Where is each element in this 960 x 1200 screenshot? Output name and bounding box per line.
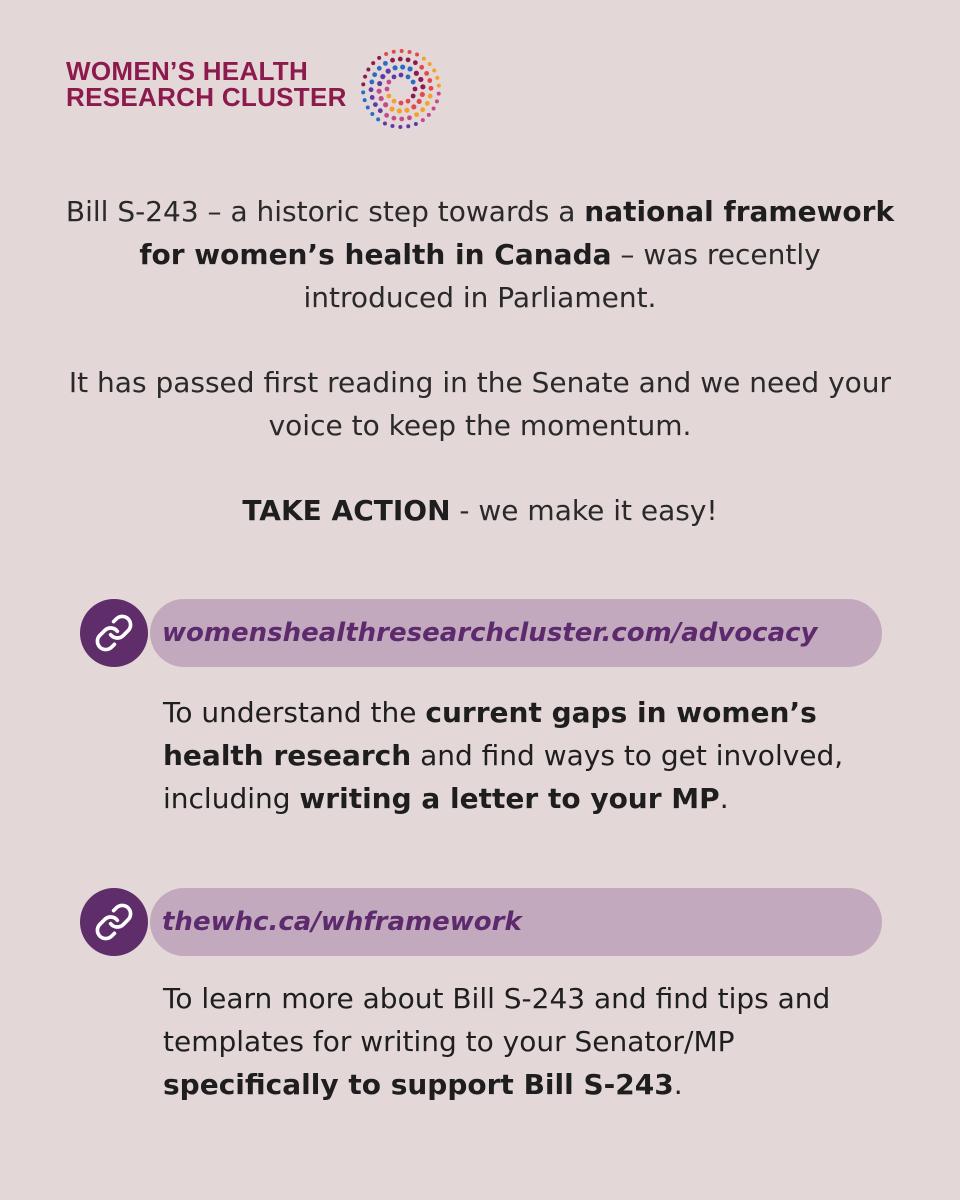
logo-dot: [379, 96, 384, 101]
logo-dot: [398, 57, 403, 62]
logo-dot: [397, 108, 402, 113]
logo-dot: [377, 81, 382, 86]
logo-dot: [366, 105, 370, 109]
framework-link-pill[interactable]: [150, 888, 882, 956]
intro-section: [60, 190, 900, 532]
logo-dot: [432, 69, 436, 73]
logo-dot: [376, 117, 380, 121]
logo-wordmark: [66, 58, 347, 110]
logo-dot: [407, 66, 412, 71]
logo-dot: [406, 57, 411, 62]
desc-text: To understand the: [163, 696, 426, 729]
logo-dot: [428, 62, 432, 66]
logo-dot: [437, 84, 441, 88]
intro-text: Bill S-243 – a historic step towards a: [65, 195, 585, 228]
logo-dot: [411, 94, 416, 99]
framework-link-url[interactable]: thewhc.ca/whframework: [162, 907, 522, 937]
logo-dot: [389, 106, 394, 111]
logo-dot: [420, 84, 425, 89]
logo-dot: [437, 92, 441, 96]
logo-dot: [413, 87, 418, 92]
logo-dot: [384, 113, 389, 118]
desc-emphasis: specifically to support Bill S-243: [163, 1068, 674, 1101]
logo-dot: [418, 77, 423, 82]
logo-dot: [361, 90, 365, 94]
logo-dot: [414, 112, 419, 117]
logo-dot: [366, 67, 370, 71]
logo-dot: [415, 53, 419, 57]
take-action-text: - we make it easy!: [450, 494, 718, 527]
logo-dot: [392, 74, 397, 79]
radiating-dots-icon: [358, 46, 444, 132]
logo-dot: [422, 57, 426, 61]
logo-dot: [406, 124, 410, 128]
logo-dot: [424, 71, 429, 76]
intro-emphasis: national framework for women’s health in Canada: [139, 195, 895, 271]
intro-paragraph-2: It has passed first reading in the Senate and we need your voice to keep the momentum.: [68, 366, 892, 442]
logo-dot: [427, 78, 432, 83]
logo-dot: [386, 94, 391, 99]
logo-dot: [414, 71, 419, 76]
framework-description: [163, 977, 903, 1106]
brand-logo: [66, 46, 466, 136]
logo-dot: [398, 125, 402, 129]
desc-text: To learn more about Bill S-243 and find tips and templates for writing to your Senator/MP: [163, 982, 831, 1058]
logo-dot: [378, 108, 383, 113]
take-action-label: TAKE ACTION: [242, 494, 451, 527]
advocacy-link-pill[interactable]: [150, 599, 882, 667]
logo-dot: [408, 50, 412, 54]
logo-dot: [383, 61, 388, 66]
logo-dot: [369, 87, 374, 92]
logo-dot: [361, 82, 365, 86]
intro-paragraph-1: [60, 190, 900, 319]
link-icon[interactable]: [80, 599, 148, 667]
logo-dot: [400, 64, 405, 69]
link-icon[interactable]: [80, 888, 148, 956]
logo-dot: [404, 108, 409, 113]
logo-dot: [429, 86, 434, 91]
desc-emphasis: current gaps in women’s health research: [163, 696, 817, 772]
desc-emphasis: writing a letter to your MP: [299, 782, 720, 815]
logo-dot: [392, 65, 397, 70]
logo-dot: [399, 117, 404, 122]
logo-dot: [411, 104, 416, 109]
take-action-line: [60, 489, 900, 532]
logo-dot: [363, 98, 367, 102]
logo-dot: [390, 124, 394, 128]
logo-dot: [369, 80, 374, 85]
logo-dot: [420, 92, 425, 97]
intro-text: – was recently introduced in Parliament.: [303, 238, 821, 314]
logo-dot: [385, 87, 390, 92]
logo-dot: [370, 95, 375, 100]
logo-dot: [400, 49, 404, 53]
logo-dot: [392, 116, 397, 121]
logo-dot: [406, 99, 411, 104]
desc-text: and find ways to get involved, including: [163, 739, 844, 815]
logo-dot: [371, 61, 375, 65]
logo-dot: [427, 113, 431, 117]
logo-dot: [419, 65, 424, 70]
desc-text: .: [673, 1068, 683, 1101]
logo-dot: [390, 58, 395, 63]
desc-text: .: [719, 782, 729, 815]
logo-dot: [421, 118, 425, 122]
logo-dot: [363, 75, 367, 79]
logo-dot: [414, 122, 418, 126]
logo-dot: [420, 107, 425, 112]
logo-dot: [432, 107, 436, 111]
advocacy-description: [163, 691, 903, 820]
logo-dot: [406, 74, 411, 79]
logo-dot: [373, 102, 378, 107]
logo-dot: [383, 121, 387, 125]
logo-dot: [399, 101, 404, 106]
logo-dot: [372, 72, 377, 77]
logo-dot: [377, 66, 382, 71]
logo-dot: [380, 74, 385, 79]
logo-dot: [377, 56, 381, 60]
advocacy-link-url[interactable]: womenshealthresearchcluster.com/advocacy: [162, 618, 818, 648]
logo-dot: [383, 102, 388, 107]
logo-dot: [407, 115, 412, 120]
logo-dot: [417, 99, 422, 104]
logo-dot: [413, 60, 418, 65]
logo-dot: [384, 52, 388, 56]
logo-dot: [377, 89, 382, 94]
logo-dot: [411, 80, 416, 85]
logo-dot: [392, 50, 396, 54]
logo-dot: [399, 73, 404, 78]
logo-dot: [386, 80, 391, 85]
logo-line-2: RESEARCH CLUSTER: [66, 82, 347, 112]
logo-line-1: WOMEN’S HEALTH: [66, 56, 309, 86]
logo-dot: [428, 94, 433, 99]
logo-dot: [370, 112, 374, 116]
logo-dot: [392, 99, 397, 104]
logo-dot: [435, 76, 439, 80]
logo-dot: [425, 101, 430, 106]
logo-dot: [435, 99, 439, 103]
logo-dot: [386, 69, 391, 74]
